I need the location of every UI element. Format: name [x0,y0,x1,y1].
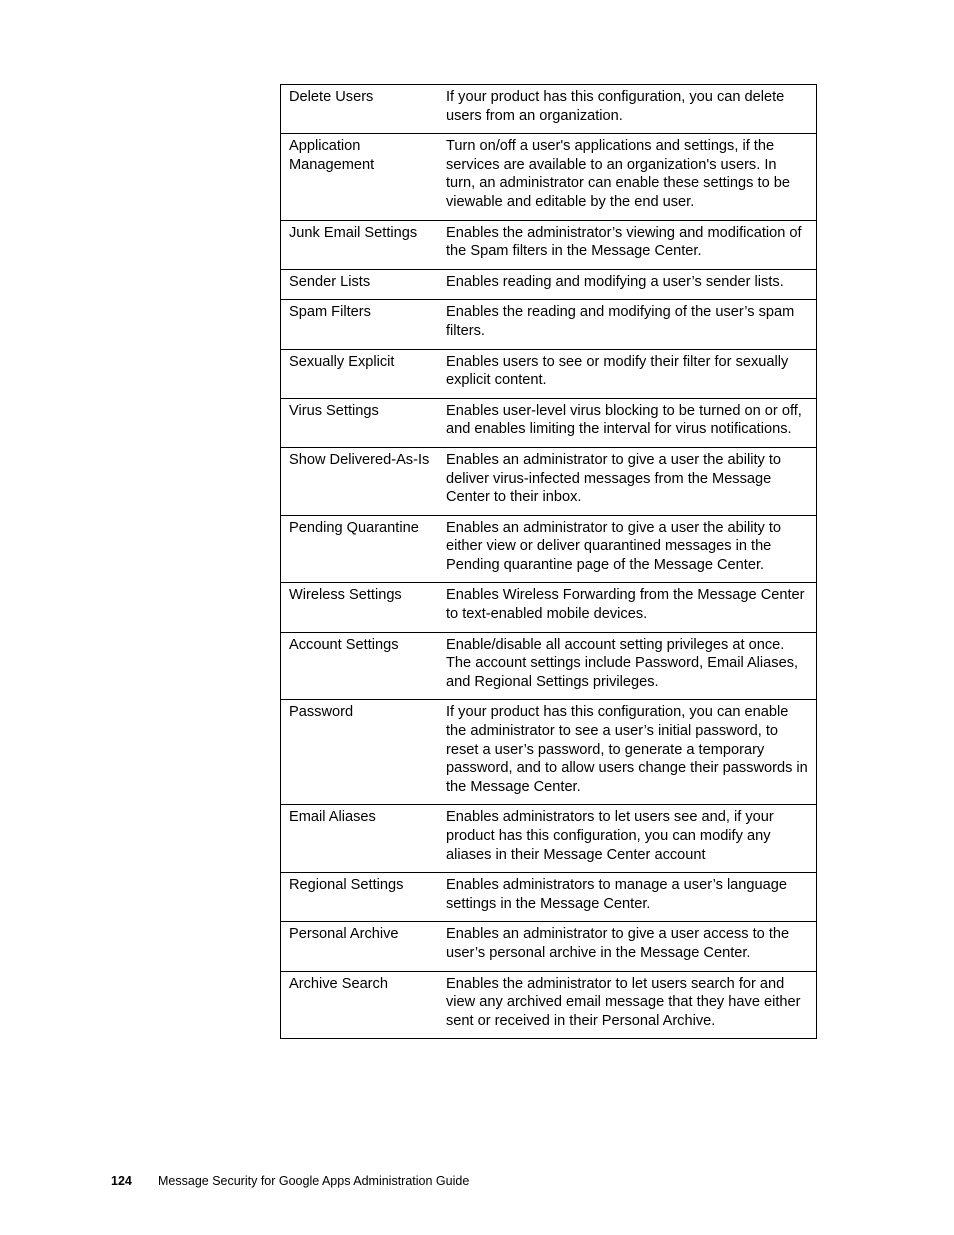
privilege-name: Application Management [281,134,439,220]
page-number: 124 [111,1174,132,1188]
table-row [281,922,817,971]
privilege-description: Enables an administrator to give a user the ability to deliver virus-infected messages from the Message Center to their inbox. [438,447,817,515]
table-row [281,700,817,805]
privilege-description: If your product has this configuration, you can delete users from an organization. [438,85,817,134]
document-title: Message Security for Google Apps Administration Guide [158,1174,470,1188]
privilege-name: Virus Settings [281,398,439,447]
privilege-description: Enables administrators to manage a user’s language settings in the Message Center. [438,873,817,922]
privilege-name: Show Delivered-As-Is [281,447,439,515]
privilege-name: Email Aliases [281,805,439,873]
privileges-table [280,84,817,1039]
privilege-name: Sender Lists [281,269,439,300]
privilege-description: Enables users to see or modify their filter for sexually explicit content. [438,349,817,398]
table-row [281,873,817,922]
table-row [281,300,817,349]
privilege-name: Account Settings [281,632,439,700]
privilege-description: Enables the reading and modifying of the user’s spam filters. [438,300,817,349]
privilege-description: Enables administrators to let users see and, if your product has this configuration, you can modify any aliases in their Message Center account [438,805,817,873]
table-row [281,220,817,269]
table-row [281,971,817,1039]
privilege-description: Enables the administrator’s viewing and modification of the Spam filters in the Message Center. [438,220,817,269]
privilege-description: Turn on/off a user's applications and settings, if the services are available to an organization's users. In turn, an administrator can enable these settings to be viewable and editable by the end user. [438,134,817,220]
privilege-description: Enable/disable all account setting privileges at once. The account settings include Password, Email Aliases, and Regional Settings privileges. [438,632,817,700]
privilege-name: Spam Filters [281,300,439,349]
privilege-description: Enables the administrator to let users search for and view any archived email message that they have either sent or received in their Personal Archive. [438,971,817,1039]
table-row [281,805,817,873]
table-row [281,583,817,632]
privilege-name: Regional Settings [281,873,439,922]
privilege-description: If your product has this configuration, you can enable the administrator to see a user’s initial password, to reset a user’s password, to generate a temporary password, and to allow users change their passwords in the Message Center. [438,700,817,805]
privilege-name: Password [281,700,439,805]
privilege-description: Enables an administrator to give a user the ability to either view or deliver quarantined messages in the Pending quarantine page of the Message Center. [438,515,817,583]
privilege-description: Enables an administrator to give a user access to the user’s personal archive in the Message Center. [438,922,817,971]
privilege-description: Enables user-level virus blocking to be turned on or off, and enables limiting the interval for virus notifications. [438,398,817,447]
privileges-table-body [281,85,817,1039]
page-footer [111,1174,469,1188]
table-row [281,349,817,398]
privilege-name: Personal Archive [281,922,439,971]
table-row [281,447,817,515]
privilege-description: Enables reading and modifying a user’s sender lists. [438,269,817,300]
privilege-name: Archive Search [281,971,439,1039]
table-row [281,85,817,134]
privilege-name: Junk Email Settings [281,220,439,269]
privilege-description: Enables Wireless Forwarding from the Message Center to text-enabled mobile devices. [438,583,817,632]
privilege-name: Wireless Settings [281,583,439,632]
privilege-name: Delete Users [281,85,439,134]
table-row [281,269,817,300]
privilege-name: Pending Quarantine [281,515,439,583]
table-row [281,632,817,700]
table-row [281,515,817,583]
table-row [281,134,817,220]
table-row [281,398,817,447]
privilege-name: Sexually Explicit [281,349,439,398]
